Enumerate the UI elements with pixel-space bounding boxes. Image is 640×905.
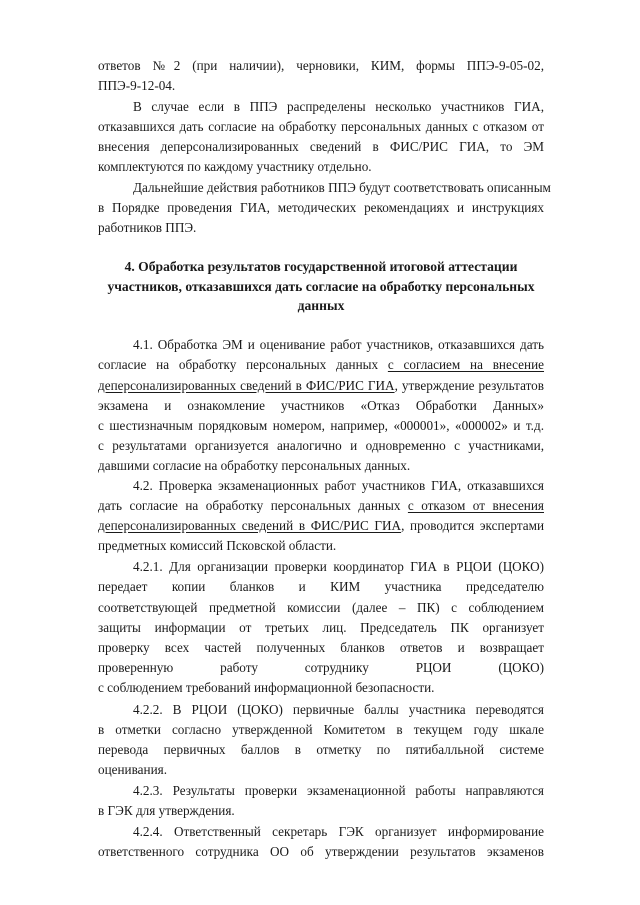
paragraph-line: работников ППЭ. <box>98 220 197 235</box>
paragraph-line: ответственного сотрудника ОО об утверждении результатов экзаменов <box>98 844 544 859</box>
underlined-text: с отказом от внесения <box>407 498 544 513</box>
paragraph-line: 4.2.2. В РЦОИ (ЦОКО) первичные баллы участника переводятся <box>133 702 544 717</box>
paragraph-line <box>98 498 544 514</box>
underlined-text: деперсонализированных сведений в ФИС/РИС ГИА <box>98 378 395 393</box>
paragraph-line: 4.2.4. Ответственный секретарь ГЭК организует информирование <box>133 824 544 839</box>
paragraph-line: в ГЭК для утверждения. <box>98 803 235 818</box>
paragraph-line: с соблюдением требований информационной безопасности. <box>98 680 435 695</box>
paragraph-line: экзамена и ознакомление участников «Отказ Обработки Данных» <box>98 398 544 413</box>
paragraph-line: Дальнейшие действия работников ППЭ будут соответствовать описанным <box>133 180 551 195</box>
underlined-text: деперсонализированных сведений в ФИС/РИС ГИА <box>98 518 402 533</box>
paragraph-line: ответов №2 (при наличии), черновики, КИМ, формы ППЭ-9-05-02, <box>98 58 544 73</box>
paragraph-line: 4.2.1. Для организации проверки координатор ГИА в РЦОИ (ЦОКО) <box>133 559 544 574</box>
paragraph-line: передает копии бланков и КИМ участника председателю <box>98 579 544 594</box>
paragraph-line: защиты информации от третьих лиц. Председатель ПК организует <box>98 620 544 635</box>
section-heading: данных <box>297 298 345 313</box>
paragraph-line: проверку всех частей полученных бланков ответов и возвращает <box>98 640 544 655</box>
paragraph-line: с результатами организуется аналогично и одновременно с участниками, <box>98 438 544 453</box>
paragraph-line: проверенную работу сотруднику РЦОИ (ЦОКО) <box>98 660 544 675</box>
paragraph-line: В случае если в ППЭ распределены несколько участников ГИА, <box>133 99 544 114</box>
paragraph-line: давшими согласие на обработку персональных данных. <box>98 458 411 473</box>
paragraph-line <box>98 518 544 534</box>
underlined-text: с согласием на внесение <box>387 357 545 372</box>
paragraph-line: 4.1. Обработка ЭМ и оценивание работ участников, отказавшихся дать <box>133 337 544 352</box>
section-heading: участников, отказавшихся дать согласие на обработку персональных <box>107 279 535 294</box>
paragraph-line: перевода первичных баллов в отметку по пятибалльной системе <box>98 742 544 757</box>
plain-text: согласие на обработку персональных данных <box>98 357 388 372</box>
paragraph-line: с шестизначным порядковым номером, например, «000001», «000002» и т.д. <box>98 418 544 433</box>
plain-text: , проводится экспертами <box>401 518 544 533</box>
paragraph-line <box>98 357 544 373</box>
paragraph-line: ППЭ-9-12-04. <box>98 78 176 93</box>
paragraph-line: внесения деперсонализированных сведений в ФИС/РИС ГИА, то ЭМ <box>98 139 544 154</box>
plain-text: , утверждение результатов <box>394 378 544 393</box>
plain-text: дать согласие на обработку персональных данных <box>98 498 408 513</box>
paragraph-line: предметных комиссий Псковской области. <box>98 538 337 553</box>
paragraph-line: оценивания. <box>98 762 168 777</box>
paragraph-line <box>98 378 544 394</box>
section-heading: 4. Обработка результатов государственной итоговой аттестации <box>124 259 518 274</box>
paragraph-line: комплектуются по каждому участнику отдельно. <box>98 159 372 174</box>
paragraph-line: 4.2.3. Результаты проверки экзаменационной работы направляются <box>133 783 544 798</box>
paragraph-line: 4.2. Проверка экзаменационных работ участников ГИА, отказавшихся <box>133 478 544 493</box>
paragraph-line: отказавшихся дать согласие на обработку персональных данных с отказом от <box>98 119 544 134</box>
paragraph-line: соответствующей предметной комиссии (далее – ПК) с соблюдением <box>98 600 544 615</box>
paragraph-line: в Порядке проведения ГИА, методических рекомендациях и инструкциях <box>98 200 544 215</box>
paragraph-line: в отметки согласно утвержденной Комитетом в текущем году шкале <box>98 722 544 737</box>
